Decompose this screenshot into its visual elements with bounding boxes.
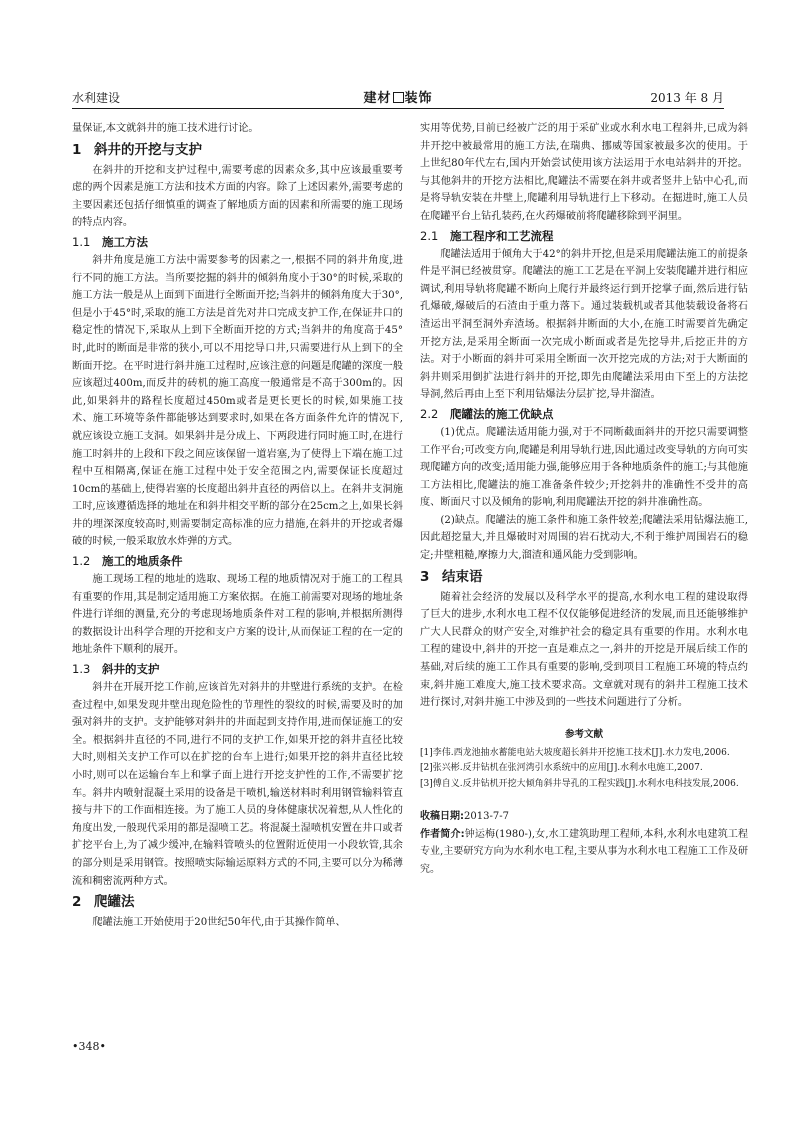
- section-number: 1: [72, 141, 82, 158]
- paragraph: 爬罐法施工开始使用于20世纪50年代,由于其操作简单、: [92, 917, 346, 929]
- journal-logo-text-b: 装饰: [404, 91, 433, 106]
- logo-square-icon: [393, 92, 404, 103]
- left-column: [72, 120, 403, 932]
- section-title: 结束语: [442, 568, 483, 585]
- running-header: [72, 86, 724, 106]
- reference-item: [3]傅自义.反井钻机开挖大倾角斜井导孔的工程实践[J].水利水电科技发展,2006.: [420, 778, 739, 789]
- section-number: 1.2: [72, 554, 91, 569]
- section-number: 1.1: [72, 234, 91, 249]
- reference-item: [2]张兴彬.反井钻机在张河湾引水系统中的应用[J].水利水电施工,2007.: [420, 763, 703, 774]
- section-2-heading: [72, 891, 403, 913]
- section-1-2-heading: [72, 552, 403, 571]
- section-title: 斜井的支护: [102, 662, 160, 677]
- author-value: 钟运梅(1980-),女,水工建筑助理工程师,本科,水利水电建筑工程专业,主要研究方向为水利水电工程,主要从事为水利水电工程施工工作及研究。: [420, 828, 748, 875]
- author-bio: [420, 826, 748, 879]
- right-column: [420, 120, 748, 878]
- page-number: •348•: [72, 1040, 106, 1053]
- section-number: 2: [72, 894, 82, 911]
- paragraph: 施工现场工程的地址的选取、现场工程的地质情况对于施工的工程具有重要的作用,其是制定适用施工方案依据。在施工前需要对现场的地址条件进行详细的测量,充分的考虑现场地质条件对工程的影响,并根据所测得的数据设计出科学合理的开挖和支户方案的设计,从而保证工程的在一定的地址条件下顺利的展开。: [72, 574, 403, 656]
- section-number: 3: [420, 568, 430, 585]
- section-title: 施工方法: [102, 234, 148, 249]
- section-title: 爬罐法: [94, 894, 135, 911]
- journal-logo-text-a: 建材: [363, 91, 392, 106]
- reference-item: [1]李伟.西龙池抽水蓄能电站大坡度超长斜井开挖施工技术[J].水力发电,2006.: [420, 747, 730, 758]
- paragraph: 斜井角度是施工方法中需要参考的因素之一,根据不同的斜井角度,进行不同的施工方法。当所要挖掘的斜井的倾斜角度小于30°的时候,采取的施工方法一般是从上面到下面进行全断面开挖;当斜井的倾斜角度大于30°,但是小于45°时,采取的施工方法是首先对井口完成支护工作,在保证井口的稳定性的情况下,采取从上到下全断面开挖的方式;当斜井的角度高于45°时,此时的断面是非常的狭小,可以不用挖导口井,只需要进行从上到下的全断面开挖。在平时进行斜井施工过程时,应该注意的问题是爬罐的深度一般应该超过400m,而反井的砖机的施工高度一般通常是不高于300m的。因此,如果斜井的路程长度超过450m或者是更长更长的时候,如果施工技术、施工环境等条件都能够达到要求时,如果在各方面条件允许的情况下,就应该设立施工支洞。如果斜井是分成上、下两段进行同时施工时,在进行施工时斜井的上段和下段之间应该保留一道岩塞,为了使得上下端在施工过程中互相隔离,保证在施工过程中处于安全范围之内,需要保证长度超过10cm的基础上,使得岩塞的长度超出斜井直径的两倍以上。在斜井支洞施工时,应该遵循选择的地址在和斜井相交平断的部分在25cm之上,如果长斜井的埋深深度较高时,则需要制定高标准的应力措施,在斜井的开挖或者爆破的时候,一般采取放水炸弹的方式。: [72, 254, 403, 548]
- received-value: 2013-7-7: [464, 811, 509, 823]
- received-label: 收稿日期:: [420, 811, 464, 823]
- paragraph: 爬罐法适用于倾角大于42°的斜井开挖,但是采用爬罐法施工的前提条件是平洞已经被贯穿。爬罐法的施工工艺是在平洞上安装爬罐并进行相应调试,利用导轨将爬罐不断向上爬行并最终运行到开挖掌子面,然后进行钻孔爆破,爆破后的石渣由于重力落下。通过装载机或者其他装载设备将石渣运出平洞至洞外弃渣场。根据斜井断面的大小,在施工时需要首先确定开挖方法,是采用全断面一次完成小断面或者是先挖导井,后挖正井的方法。对于小断面的斜井可采用全断面一次开挖完成的方法;对于大断面的斜井则采用倒扩法进行斜井的开挖,即先由爬罐法采用由下至上的方法挖导洞,然后再由上至下利用钻爆法分层扩挖,导井溜渣。: [420, 248, 748, 401]
- issue-date: 2013 年 8 月: [650, 91, 724, 105]
- received-date: [420, 808, 748, 826]
- journal-logo: [72, 87, 724, 106]
- section-title: 施工程序和工艺流程: [450, 228, 554, 243]
- section-2-1-heading: [420, 227, 748, 246]
- paragraph-continued: 实用等优势,目前已经被广泛的用于采矿业或水利水电工程斜井,已成为斜井开挖中被最常用的施工方法,在瑞典、挪威等国家被最多次的使用。于上世纪80年代左右,国内开始尝试使用该方法运用于水电站斜井的开挖。与其他斜井的开挖方法相比,爬罐法不需要在斜井或者竖井上钻中心孔,而是将导轨安装在井壁上,爬罐利用导轨进行上下移动。在掘进时,施工人员在爬罐平台上钻孔装药,在火药爆破前将爬罐移除到平洞里。: [420, 123, 748, 222]
- section-number: 2.1: [420, 228, 439, 243]
- section-number: 2.2: [420, 406, 439, 421]
- section-title: 斜井的开挖与支护: [94, 141, 202, 158]
- journal-section: 水利建设: [72, 91, 121, 105]
- section-3-heading: [420, 566, 748, 588]
- references-heading: 参考文献: [564, 728, 603, 740]
- section-1-3-heading: [72, 660, 403, 679]
- section-title: 爬罐法的施工优缺点: [450, 406, 554, 421]
- paragraph: 斜井在开展开挖工作前,应该首先对斜井的井壁进行系统的支护。在检查过程中,如果发现井壁出现危险性的节理性的裂纹的时候,需要及时的加强对斜井的支护。支护能够对斜井的井面起到支持作用,进而保证施工的安全。根据斜井直径的不同,进行不同的支护工作,如果开挖的斜井直径比较大时,则相关支护工作可以在扩挖的台车上进行;如果开挖的斜井直径比较小时,则可以在运输台车上和掌子面上进行开挖支护性的工作,不需要扩挖车。斜井内喷射混凝土采用的设备是干喷机,输送材料时利用钢管输料管直接与井下的工作面相连接。为了施工人员的身体健康状况着想,从人性化的角度出发,一般现代采用的都是湿喷工艺。将混凝土湿喷机安置在井口或者扩挖平台上,为了减少缓冲,在输料管喷头的位置附近使用一小段软管,其余的部分则是采用钢管。按照喷实际输运原料方式的不同,主要可以分为稀薄流和稠密流两种方式。: [72, 682, 403, 887]
- section-title: 施工的地质条件: [102, 554, 183, 569]
- header-rule: [72, 108, 724, 109]
- author-label: 作者简介:: [420, 828, 465, 840]
- section-1-heading: [72, 139, 403, 161]
- paragraph: 在斜井的开挖和支护过程中,需要考虑的因素众多,其中应该最重要考虑的两个因素是施工方法和技术方面的内容。除了上述因素外,需要考虑的主要因素还包括仔细慎重的调查了解地质方面的因素和所需要的施工现场的特点内容。: [72, 164, 403, 229]
- section-2-2-heading: [420, 405, 748, 424]
- section-1-1-heading: [72, 233, 403, 252]
- paragraph: (2)缺点。爬罐法的施工条件和施工条件较差;爬罐法采用钻爆法施工,因此超挖量大,并且爆破时对周围的岩石扰动大,不利于维护周围岩石的稳定;井壁粗糙,摩擦力大,溜渣和通风能力受到影响。: [420, 514, 748, 562]
- paragraph: 随着社会经济的发展以及科学水平的提高,水利水电工程的建设取得了巨大的进步,水利水电工程不仅仅能够促进经济的发展,而且还能够维护广大人民群众的财产安全,对维护社会的稳定具有重要的作用。水利水电工程的建设中,斜井的开挖一直是难点之一,斜井的开挖是开展后续工作的基础,对后续的施工工作具有重要的影响,受到项目工程施工环境的特点约束,斜井施工难度大,施工技术要求高。文章就对现有的斜井工程施工技术进行探讨,对斜井施工中涉及到的一些技术问题进行了分析。: [420, 591, 748, 709]
- section-number: 1.3: [72, 662, 91, 677]
- paragraph: (1)优点。爬罐法适用能力强,对于不同断截面斜井的开挖只需要调整工作平台;可改变方向,爬罐是利用导轨行进,因此通过改变导轨的方向可实现爬罐方向的改变;适用能力强,能够应用于各种地质条件的施工;与其他施工方法相比,爬罐法的施工准备条件较少;开挖斜井的准确性不受井的高度、断面尺寸以及倾角的影响,利用爬罐法开挖的斜井准确性高。: [420, 426, 748, 509]
- intro-tail: 量保证,本文就斜井的施工技术进行讨论。: [72, 123, 259, 134]
- spacer: [420, 792, 748, 808]
